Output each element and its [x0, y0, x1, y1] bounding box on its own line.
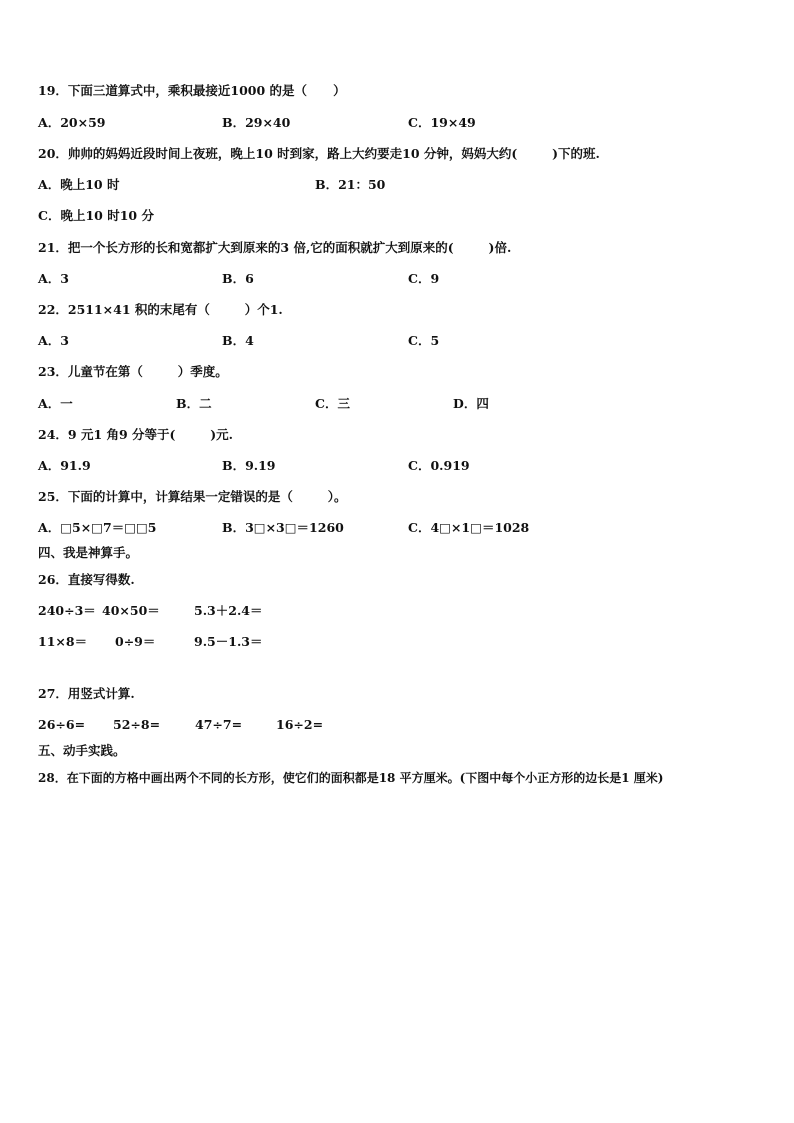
question-21: 21．把一个长方形的长和宽都扩大到原来的3 倍,它的面积就扩大到原来的( )倍. — [38, 240, 512, 255]
q21-option-b: B．6 — [222, 271, 254, 286]
q25-option-a: A．□5×□7＝□□5 — [38, 520, 157, 535]
q19-option-c: C．19×49 — [408, 115, 476, 130]
q19-option-b: B．29×40 — [222, 115, 291, 130]
q20-option-b: B．21：50 — [315, 177, 386, 192]
section-5-title: 五、动手实践。 — [38, 743, 126, 758]
q27-item-2: 52÷8= — [113, 717, 161, 732]
question-22: 22．2511×41 积的末尾有（ ）个1. — [38, 302, 283, 317]
question-25: 25．下面的计算中，计算结果一定错误的是（ ）。 — [38, 489, 347, 504]
q24-option-c: C．0.919 — [408, 458, 470, 473]
q21-option-a: A．3 — [38, 271, 69, 286]
q26-item-1: 240÷3＝ — [38, 603, 96, 618]
q24-option-b: B．9.19 — [222, 458, 276, 473]
q26-item-5: 0÷9＝ — [115, 634, 156, 649]
q23-option-c: C．三 — [315, 396, 350, 411]
q23-option-a: A．一 — [38, 396, 73, 411]
q26-item-6: 9.5－1.3＝ — [194, 634, 263, 649]
question-19: 19．下面三道算式中，乘积最接近1000 的是（ ） — [38, 83, 346, 98]
q21-option-c: C．9 — [408, 271, 440, 286]
q25-option-b: B．3□×3□＝1260 — [222, 520, 344, 535]
q26-item-3: 5.3＋2.4＝ — [194, 603, 263, 618]
q20-option-a: A．晚上10 时 — [38, 177, 120, 192]
q22-option-c: C．5 — [408, 333, 440, 348]
q23-option-d: D．四 — [453, 396, 489, 411]
question-27: 27．用竖式计算. — [38, 686, 135, 701]
q27-item-3: 47÷7= — [195, 717, 243, 732]
q19-option-a: A．20×59 — [38, 115, 106, 130]
q26-item-2: 40×50＝ — [102, 603, 160, 618]
question-26: 26．直接写得数. — [38, 572, 135, 587]
q22-option-b: B．4 — [222, 333, 254, 348]
question-28: 28．在下面的方格中画出两个不同的长方形，使它们的面积都是18 平方厘米。(下图中每个小正方形的边长是1 厘米) — [38, 771, 664, 785]
section-4-title: 四、我是神算手。 — [38, 545, 139, 560]
q25-option-c: C．4□×1□＝1028 — [408, 520, 530, 535]
q26-item-4: 11×8＝ — [38, 634, 88, 649]
q24-option-a: A．91.9 — [38, 458, 91, 473]
question-24: 24．9 元1 角9 分等于( )元. — [38, 427, 234, 442]
question-23: 23．儿童节在第（ ）季度。 — [38, 364, 228, 379]
q22-option-a: A．3 — [38, 333, 69, 348]
q27-item-1: 26÷6= — [38, 717, 86, 732]
q20-option-c: C．晚上10 时10 分 — [38, 208, 154, 223]
question-20: 20．帅帅的妈妈近段时间上夜班，晚上10 时到家，路上大约要走10 分钟，妈妈大约( )下的班. — [38, 146, 600, 161]
q23-option-b: B．二 — [176, 396, 212, 411]
q27-item-4: 16÷2= — [276, 717, 324, 732]
